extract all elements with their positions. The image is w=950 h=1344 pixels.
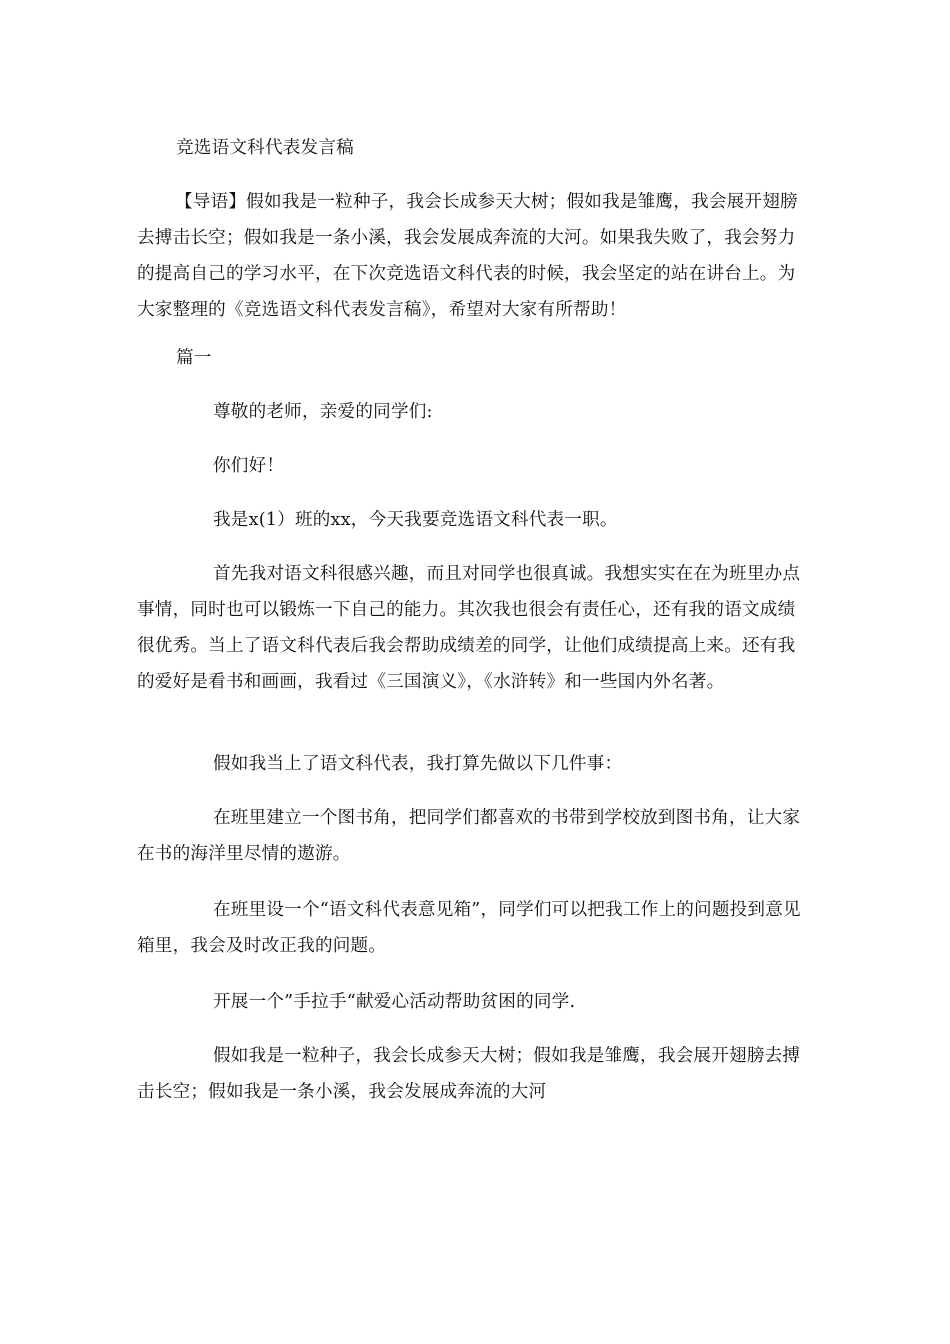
plan-activity-paragraph: 开展一个”手拉手“献爱心活动帮助贫困的同学. — [213, 992, 576, 1012]
section-heading: 篇一 — [176, 348, 212, 368]
reasons-paragraph: 首先我对语文科很感兴趣，而且对同学也很真诚。我想实实在在为班里办点事情，同时也可以锻炼一下自己的能力。其次我也很会有责任心，还有我的语文成绩很优秀。当上了语文科代表后我会帮助成绩差的同学，让他们成绩提高上来。还有我的爱好是看书和画画，我看过《三国演义》，《水浒转》和一些国内外名著。 — [137, 564, 801, 692]
greeting-paragraph: 尊敬的老师，亲爱的同学们: — [213, 402, 433, 422]
plan-suggestion-box-paragraph: 在班里设一个“语文科代表意见箱”，同学们可以把我工作上的问题投到意见箱里，我会及时改正我的问题。 — [137, 900, 801, 956]
plan-intro-paragraph: 假如我当上了语文科代表，我打算先做以下几件事： — [213, 754, 623, 774]
plan-book-corner-paragraph: 在班里建立一个图书角，把同学们都喜欢的书带到学校放到图书角，让大家在书的海洋里尽情的遨游。 — [137, 808, 801, 864]
document-title: 竞选语文科代表发言稿 — [176, 138, 354, 158]
self-intro-paragraph: 我是x(1）班的xx，今天我要竞选语文科代表一职。 — [213, 510, 618, 530]
hello-paragraph: 你们好！ — [213, 456, 285, 476]
closing-paragraph: 假如我是一粒种子，我会长成参天大树；假如我是雏鹰，我会展开翅膀去搏击长空；假如我是一条小溪，我会发展成奔流的大河 — [137, 1046, 801, 1102]
intro-paragraph: 【导语】假如我是一粒种子，我会长成参天大树；假如我是雏鹰，我会展开翅膀去搏击长空；假如我是一条小溪，我会发展成奔流的大河。如果我失败了，我会努力的提高自己的学习水平，在下次竞选语文科代表的时候，我会坚定的站在讲台上。为大家整理的《竞选语文科代表发言稿》，希望对大家有所帮助！ — [137, 192, 798, 320]
